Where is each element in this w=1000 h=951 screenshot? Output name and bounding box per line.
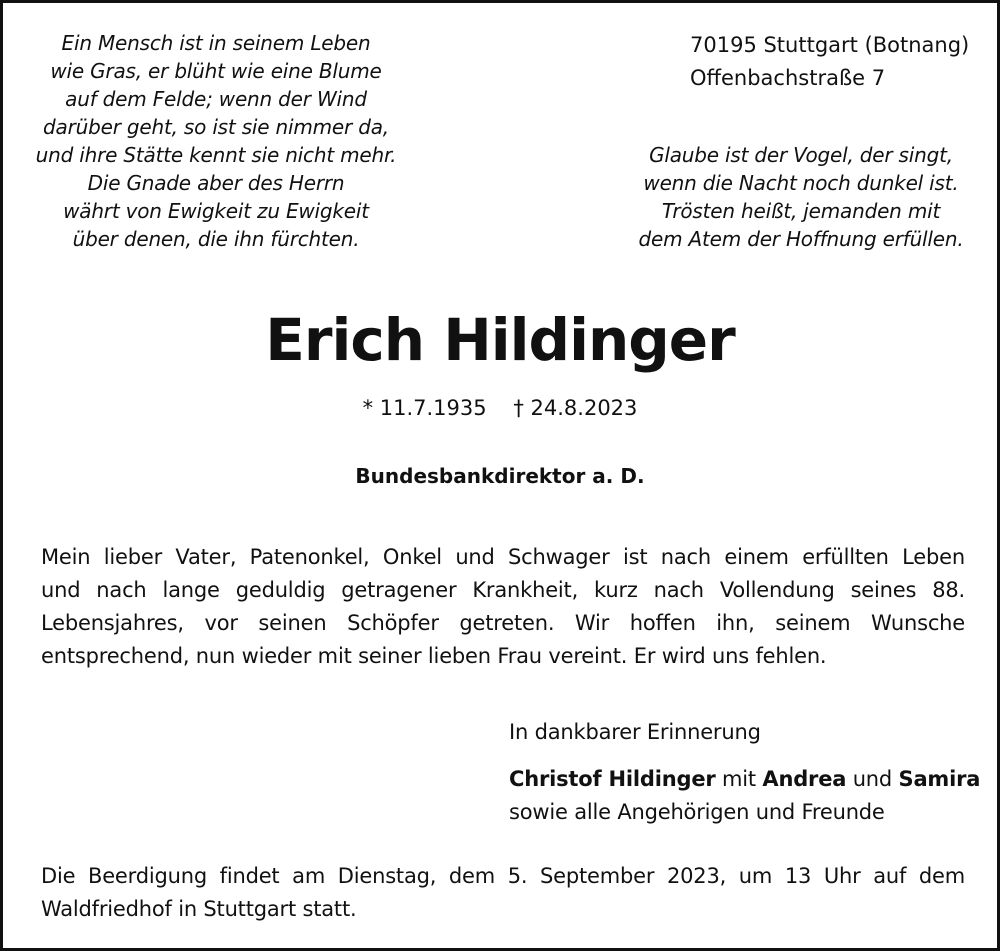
verse-line: darüber geht, so ist sie nimmer da, xyxy=(43,115,389,139)
deceased-name: Erich Hildinger xyxy=(265,306,735,374)
signature-thanks: In dankbarer Erinnerung xyxy=(509,720,761,744)
verse-line: Die Gnade aber des Herrn xyxy=(87,171,345,195)
message-line: und nach lange geduldig getragener Krankheit, kurz nach Vollendung seines 88. xyxy=(41,578,965,602)
obituary-message xyxy=(41,541,965,673)
verse-line: wie Gras, er blüht wie eine Blume xyxy=(50,59,382,83)
mourner-name-2: Andrea xyxy=(762,767,847,791)
bible-verse-left xyxy=(15,29,417,253)
quote-right xyxy=(601,141,1000,253)
birth-date: * 11.7.1935 xyxy=(362,396,487,420)
death-date: † 24.8.2023 xyxy=(513,396,638,420)
address-city: 70195 Stuttgart (Botnang) xyxy=(690,33,970,57)
mourner-name-3: Samira xyxy=(898,767,981,791)
quote-line: wenn die Nacht noch dunkel ist. xyxy=(643,171,959,195)
verse-line: und ihre Stätte kennt sie nicht mehr. xyxy=(35,143,397,167)
signature-names xyxy=(509,763,980,796)
verse-line: auf dem Felde; wenn der Wind xyxy=(65,87,367,111)
verse-line: Ein Mensch ist in seinem Leben xyxy=(61,31,371,55)
signature-conjunction: und xyxy=(846,767,899,791)
quote-line: dem Atem der Hoffnung erfüllen. xyxy=(638,227,964,251)
verse-line: über denen, die ihn fürchten. xyxy=(72,227,360,251)
funeral-line: Waldfriedhof in Stuttgart statt. xyxy=(41,897,357,921)
message-line: entsprechend, nun wieder mit seiner lieben Frau vereint. Er wird uns fehlen. xyxy=(41,644,827,668)
quote-line: Trösten heißt, jemanden mit xyxy=(661,199,941,223)
message-line: Lebensjahres, vor seinen Schöpfer getreten. Wir hoffen ihn, seinem Wunsche xyxy=(41,611,965,635)
mourner-name-1: Christof Hildinger xyxy=(509,767,716,791)
life-dates xyxy=(3,393,997,423)
deceased-title: Bundesbankdirektor a. D. xyxy=(355,464,645,488)
funeral-line: Die Beerdigung findet am Dienstag, dem 5. September 2023, um 13 Uhr auf dem xyxy=(41,864,965,888)
verse-line: währt von Ewigkeit zu Ewigkeit xyxy=(63,199,369,223)
address-street: Offenbachstraße 7 xyxy=(690,66,886,90)
signature-conjunction: mit xyxy=(715,767,763,791)
message-line: Mein lieber Vater, Patenonkel, Onkel und Schwager ist nach einem erfüllten Leben xyxy=(41,545,965,569)
family-address xyxy=(690,29,969,95)
signature-others: sowie alle Angehörigen und Freunde xyxy=(509,800,885,824)
quote-line: Glaube ist der Vogel, der singt, xyxy=(649,143,953,167)
funeral-info xyxy=(41,860,965,926)
